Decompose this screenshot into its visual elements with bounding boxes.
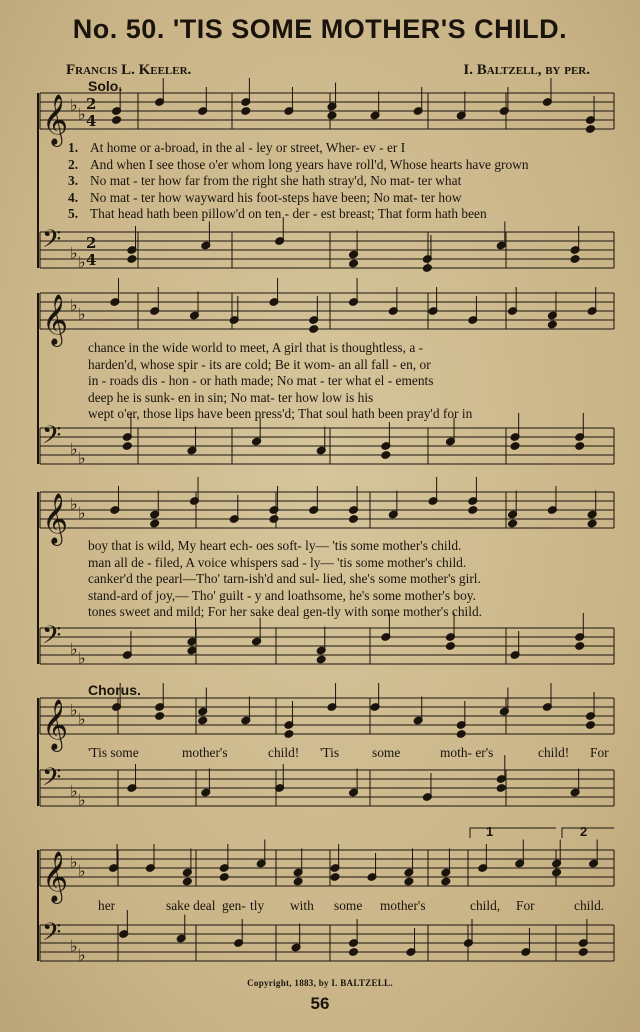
chorus-lyrics-2	[0, 898, 640, 916]
chorus-word: mother's	[380, 898, 426, 913]
hymn-title: No. 50. 'TIS SOME MOTHER'S CHILD.	[72, 14, 568, 44]
note-head	[327, 111, 337, 120]
time-signature-top: 2	[86, 95, 97, 113]
flat-icon: ♭	[70, 781, 78, 801]
note-head	[441, 877, 451, 886]
note-head	[241, 107, 251, 116]
second-ending-label: 2	[580, 824, 588, 839]
note-head	[187, 646, 197, 655]
verse-line: deep he is sunk- en in sin; No mat- ter how low is his	[88, 389, 374, 405]
verses-system-1	[68, 140, 529, 223]
chorus-word: with	[290, 898, 314, 913]
chorus-word: tly	[250, 898, 265, 913]
flat-icon: ♭	[70, 95, 78, 115]
note-head	[155, 712, 165, 721]
verse-line: canker'd the pearl—Tho' tarn-ish'd and sul- lied, she's some mother's girl.	[88, 571, 481, 586]
first-ending-bracket	[470, 828, 556, 838]
verse-line: wept o'er, those lips have been press'd; That soul hath been pray'd for in	[88, 406, 473, 421]
verse-line: 4. No mat - ter how wayward his foot-steps have been; No mat- ter how	[68, 189, 462, 205]
flat-icon: ♭	[70, 494, 78, 514]
first-ending-label: 1	[486, 824, 494, 839]
note-group	[127, 217, 580, 272]
note-head	[381, 451, 391, 460]
note-head	[316, 655, 326, 664]
note-head	[127, 255, 137, 264]
note-head	[182, 877, 192, 886]
chorus-word: some	[334, 898, 363, 913]
staff	[40, 93, 614, 147]
staff	[40, 850, 614, 904]
treble-clef-icon: 𝄞	[42, 94, 69, 145]
staff	[40, 621, 614, 668]
staff	[40, 698, 614, 752]
bass-clef-icon: 𝄢	[42, 225, 62, 260]
chorus-word: child.	[574, 898, 605, 913]
flat-icon: ♭	[70, 295, 78, 315]
verse-line: 1. At home or a-broad, in the al - ley or street, Wher- ev - er I	[68, 140, 406, 155]
note-group	[122, 613, 584, 664]
flat-icon: ♭	[70, 639, 78, 659]
chorus-word: child!	[268, 745, 300, 760]
note-head	[575, 642, 585, 651]
staff	[40, 293, 614, 347]
time-signature-bottom: 4	[86, 251, 97, 269]
chorus-word: gen-	[222, 898, 246, 913]
note-head	[508, 519, 518, 528]
note-head	[422, 264, 432, 273]
note-head	[468, 506, 478, 515]
flat-icon: ♭	[78, 304, 86, 324]
staff	[40, 918, 614, 965]
treble-clef-icon: 𝄞	[42, 699, 69, 750]
note-head	[585, 721, 595, 730]
note-head	[552, 868, 562, 877]
note-group	[108, 840, 598, 886]
note-head	[348, 515, 358, 524]
note-head	[150, 519, 160, 528]
flat-icon: ♭	[70, 936, 78, 956]
note-head	[330, 873, 340, 882]
chorus-word: For	[590, 745, 609, 760]
chorus-word: child!	[538, 745, 570, 760]
note-head	[575, 442, 585, 451]
note-head	[496, 784, 506, 793]
chorus-word: mother's	[182, 745, 228, 760]
solo-label: Solo.	[88, 78, 123, 94]
flat-icon: ♭	[70, 852, 78, 872]
note-head	[404, 877, 414, 886]
bass-clef-icon: 𝄢	[42, 763, 62, 798]
copyright-notice: Copyright, 1883, by I. BALTZELL.	[247, 978, 393, 988]
flat-icon: ♭	[78, 252, 86, 272]
verse-line: 3. No mat - ter how far from the right she hath stray'd, No mat- ter what	[68, 173, 462, 188]
verse-line: tones sweet and mild; For her sake deal gen-tly with some mother's child.	[88, 604, 483, 619]
flat-icon: ♭	[78, 648, 86, 668]
verse-line: in - roads dis - hon - or hath made; No mat - ter what el - ements	[88, 373, 434, 388]
note-group	[119, 910, 589, 956]
time-signature-bottom: 4	[86, 112, 97, 130]
chorus-word: 'Tis	[320, 745, 340, 760]
note-group	[112, 78, 596, 133]
note-head	[269, 515, 279, 524]
treble-clef-icon: 𝄞	[42, 851, 69, 902]
flat-icon: ♭	[78, 861, 86, 881]
note-head	[219, 873, 229, 882]
flat-icon: ♭	[78, 104, 86, 124]
note-head	[587, 519, 597, 528]
verse-line: chance in the wide world to meet, A girl that is thoughtless, a -	[88, 340, 424, 355]
flat-icon: ♭	[70, 700, 78, 720]
note-head	[585, 125, 595, 134]
chorus-word: some	[372, 745, 401, 760]
flat-icon: ♭	[78, 945, 86, 965]
note-head	[348, 948, 358, 957]
author-credit: Francis L. Keeler.	[66, 62, 192, 78]
chorus-word: child,	[470, 898, 501, 913]
flat-icon: ♭	[70, 243, 78, 263]
note-group	[110, 278, 597, 333]
staff	[40, 763, 614, 810]
chorus-lyrics-1	[0, 745, 640, 763]
verse-line: stand-ard of joy,— Tho' guilt - y and loathsome, he's some mother's boy.	[88, 587, 476, 603]
chorus-word: her	[98, 898, 116, 913]
treble-clef-icon: 𝄞	[42, 294, 69, 345]
flat-icon: ♭	[78, 448, 86, 468]
verses-system-2	[88, 340, 472, 423]
verses-system-3	[88, 538, 482, 621]
chorus-word: sake deal	[166, 898, 216, 913]
note-head	[456, 730, 466, 739]
verse-line: harden'd, whose spir - its are cold; Be it wom- an all fall - en, or	[88, 356, 431, 372]
page-number: 56	[310, 994, 330, 1013]
note-head	[309, 325, 319, 334]
flat-icon: ♭	[78, 503, 86, 523]
flat-icon: ♭	[78, 790, 86, 810]
flat-icon: ♭	[70, 439, 78, 459]
flat-icon: ♭	[78, 709, 86, 729]
note-head	[122, 442, 132, 451]
bass-clef-icon: 𝄢	[42, 421, 62, 456]
chorus-word: For	[516, 898, 535, 913]
verse-line: 5. That head hath been pillow'd on ten - der - est breast; That form hath been	[68, 206, 487, 221]
note-head	[348, 259, 358, 268]
composer-credit: I. Baltzell, by per.	[463, 62, 590, 78]
verse-line: boy that is wild, My heart ech- oes soft- ly— 'tis some mother's child.	[88, 538, 462, 553]
note-head	[293, 877, 303, 886]
note-head	[198, 716, 208, 725]
note-head	[284, 730, 294, 739]
chorus-word: moth- er's	[440, 745, 494, 760]
note-head	[445, 642, 455, 651]
note-group	[110, 477, 597, 528]
note-head	[547, 320, 557, 329]
note-head	[578, 948, 588, 957]
note-head	[510, 442, 520, 451]
note-head	[570, 255, 580, 264]
time-signature-top: 2	[86, 234, 97, 252]
chorus-word: 'Tis some	[88, 745, 139, 760]
note-head	[112, 116, 122, 125]
staff	[40, 225, 614, 272]
chorus-label: Chorus.	[88, 682, 141, 698]
bass-clef-icon: 𝄢	[42, 621, 62, 656]
verse-line: man all de - filed, A voice whispers sad - ly— 'tis some mother's child.	[88, 554, 467, 570]
verse-line: 2. And when I see those o'er whom long years have roll'd, Whose hearts have grown	[68, 156, 529, 172]
second-ending-bracket	[562, 828, 614, 838]
bass-clef-icon: 𝄢	[42, 918, 62, 953]
note-group	[112, 683, 596, 738]
treble-clef-icon: 𝄞	[42, 493, 69, 544]
